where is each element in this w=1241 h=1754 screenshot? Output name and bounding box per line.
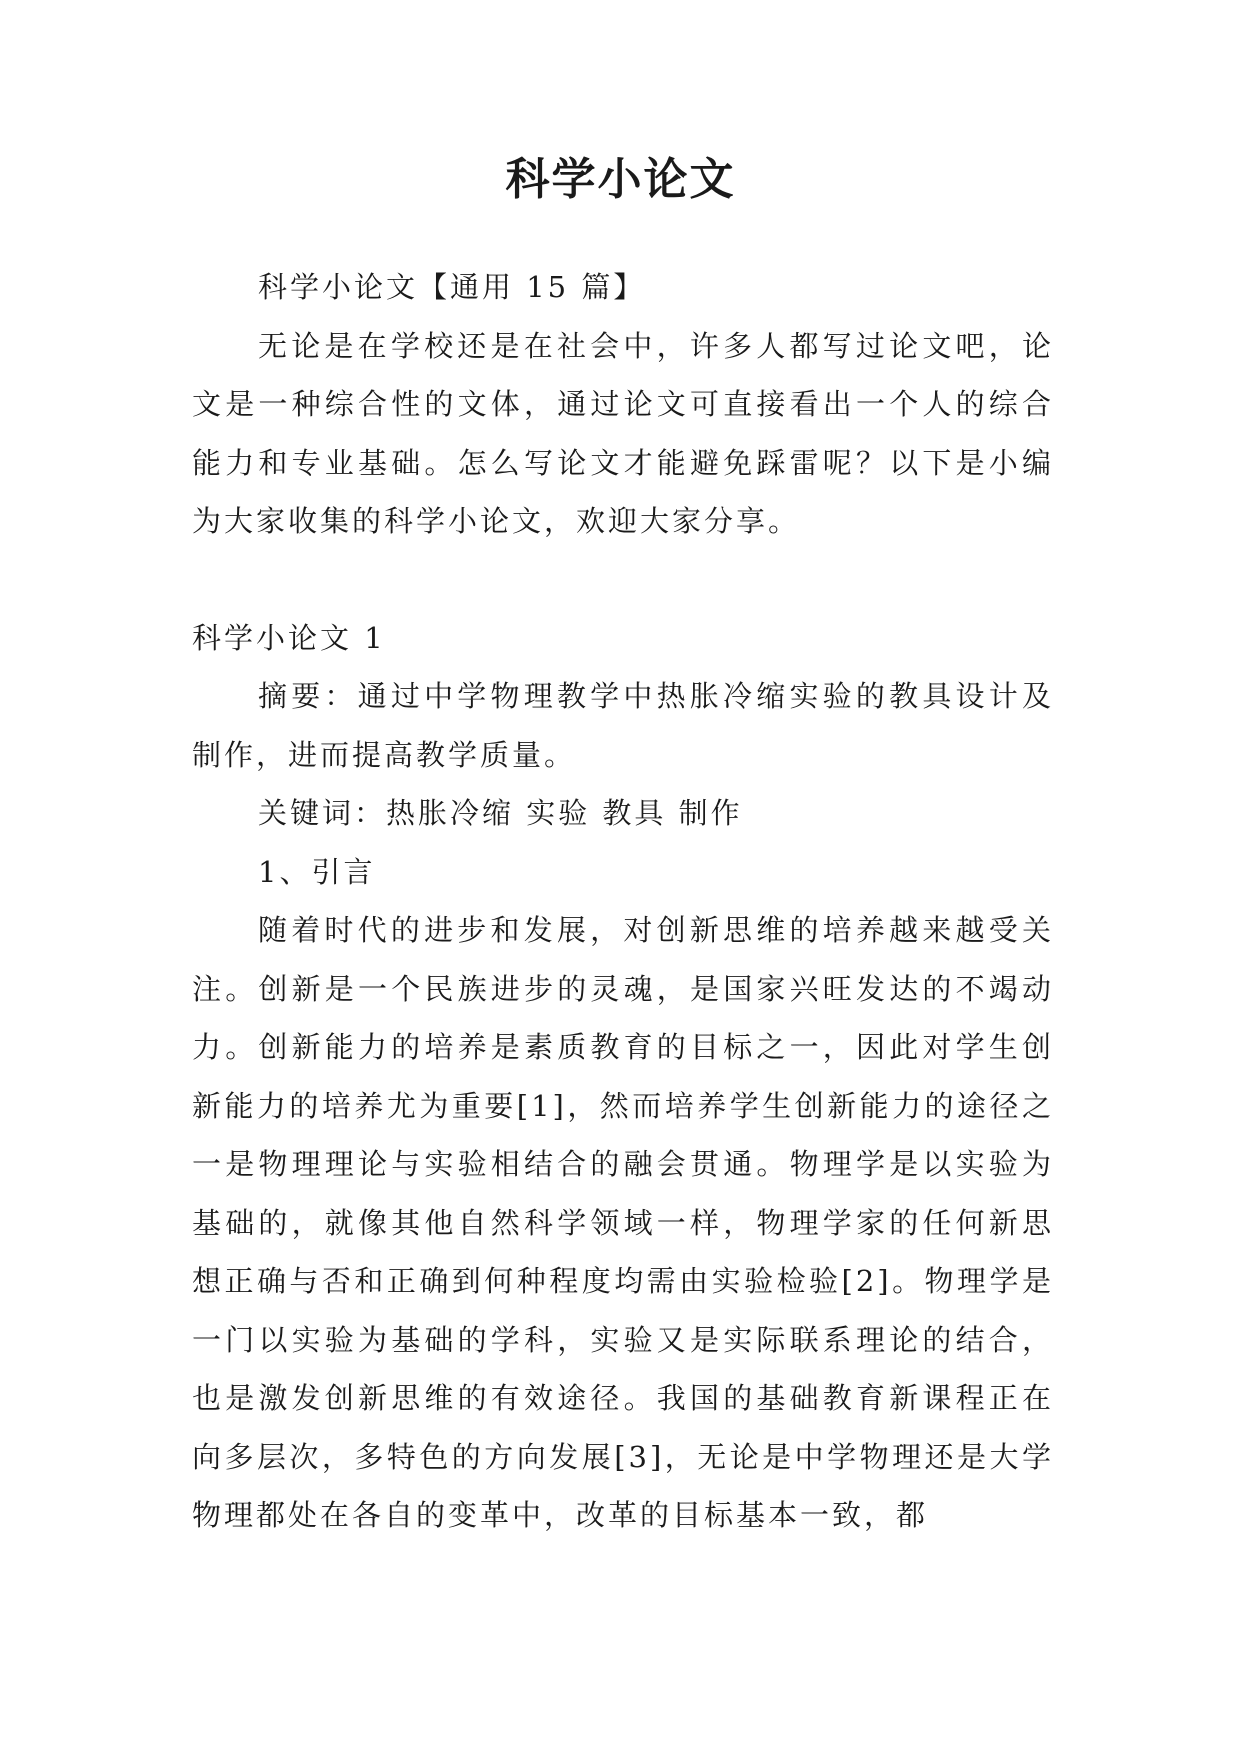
document-title: 科学小论文 [505, 154, 736, 205]
section-spacer [192, 551, 1054, 609]
subheading-introduction: 1、引言 [258, 854, 376, 889]
document-subtitle: 科学小论文【通用 15 篇】 [258, 270, 646, 304]
keywords-line: 关键词：热胀冷缩 实验 教具 制作 [258, 796, 743, 830]
intro-paragraph: 无论是在学校还是在社会中，许多人都写过论文吧，论文是一种综合性的文体，通过论文可直接看出一个人的综合能力和专业基础。怎么写论文才能避免踩雷呢？以下是小编为大家收集的科学小论文，欢迎大家分享。 [192, 328, 1054, 538]
body-paragraph: 随着时代的进步和发展，对创新思维的培养越来越受关注。创新是一个民族进步的灵魂，是国家兴旺发达的不竭动力。创新能力的培养是素质教育的目标之一，因此对学生创新能力的培养尤为重要[1]，然而培养学生创新能力的途径之一是物理理论与实验相结合的融会贯通。物理学是以实验为基础的，就像其他自然科学领域一样，物理学家的任何新思想正确与否和正确到何种程度均需由实验检验[2]。物理学是一门以实验为基础的学科，实验又是实际联系理论的结合，也是激发创新思维的有效途径。我国的基础教育新课程正在向多层次，多特色的方向发展[3]，无论是中学物理还是大学物理都处在各自的变革中，改革的目标基本一致，都 [192, 913, 1054, 1532]
section-heading: 科学小论文 1 [192, 620, 386, 655]
document-body [192, 258, 1054, 1545]
abstract-paragraph: 摘要：通过中学物理教学中热胀冷缩实验的教具设计及制作，进而提高教学质量。 [192, 679, 1054, 772]
